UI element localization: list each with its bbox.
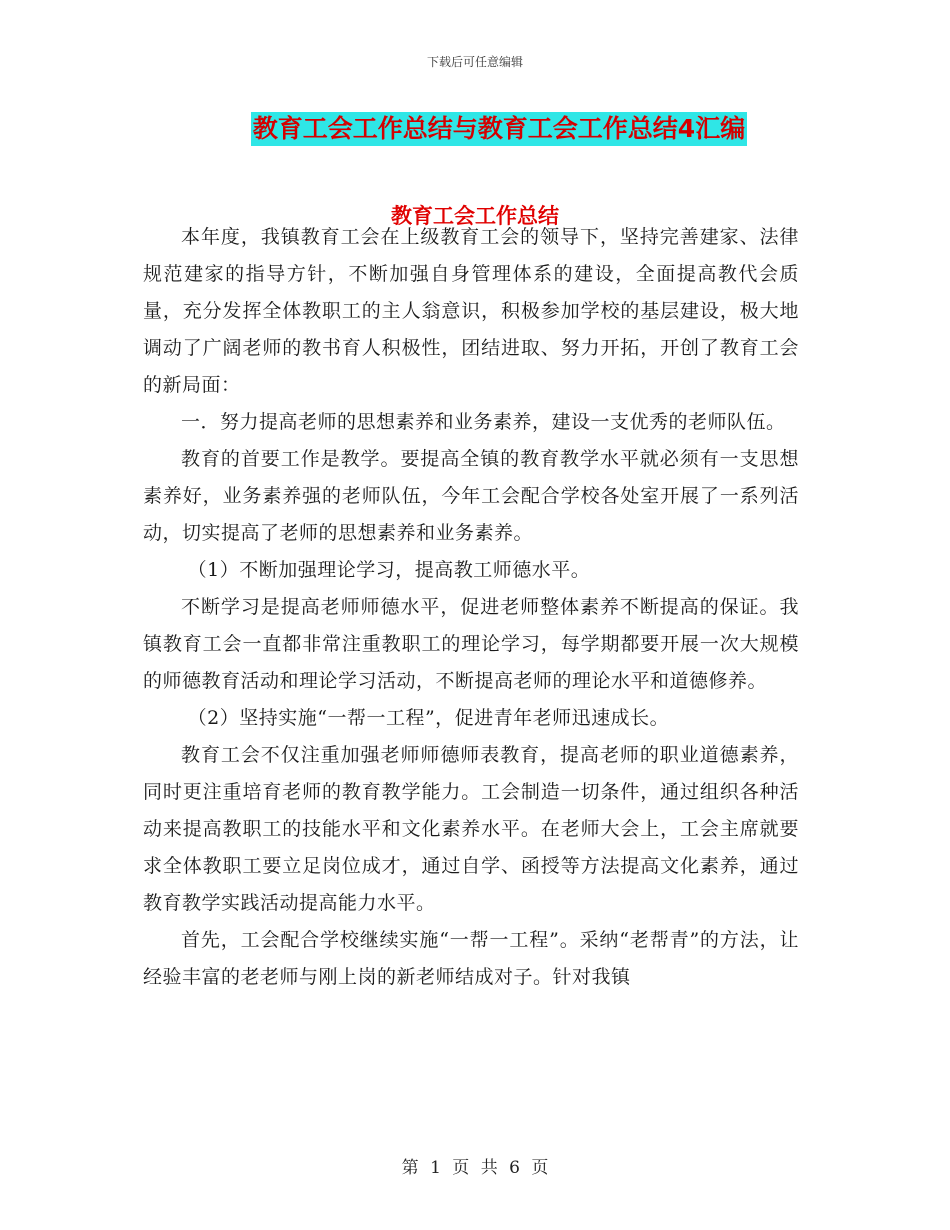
section-title: 教育工会工作总结	[391, 204, 559, 228]
page-footer: 第 1 页 共 6 页	[401, 1158, 549, 1178]
main-title-container	[0, 112, 950, 146]
paragraph: 不断学习是提高老师师德水平，促进老师整体素养不断提高的保证。我镇教育工会一直都非常注重教职工的理论学习，每学期都要开展一次大规模的师德教育活动和理论学习活动，不断提高老师的理论水平和道德修养。	[143, 596, 799, 692]
paragraph: 教育工会不仅注重加强老师师德师表教育，提高老师的职业道德素养，同时更注重培育老师的教育教学能力。工会制造一切条件，通过组织各种活动来提高教职工的技能水平和文化素养水平。在老师大会上，工会主席就要求全体教职工要立足岗位成才，通过自学、函授等方法提高文化素养，通过教育教学实践活动提高能力水平。	[143, 744, 799, 914]
paragraph: （1）不断加强理论学习，提高教工师德水平。	[187, 559, 591, 581]
paragraph: 首先，工会配合学校继续实施“一帮一工程”。采纳“老帮青”的方法，让经验丰富的老老师与刚上岗的新老师结成对子。针对我镇	[143, 929, 799, 988]
paragraph: 本年度，我镇教育工会在上级教育工会的领导下，坚持完善建家、法律规范建家的指导方针，不断加强自身管理体系的建设，全面提高教代会质量，充分发挥全体教职工的主人翁意识，积极参加学校的基层建设，极大地调动了广阔老师的教书育人积极性，团结进取、努力开拓，开创了教育工会的新局面：	[143, 226, 799, 396]
header-note: 下载后可任意编辑	[426, 55, 523, 69]
paragraph: （2）坚持实施“一帮一工程”，促进青年老师迅速成长。	[187, 707, 670, 729]
main-title: 教育工会工作总结与教育工会工作总结4汇编	[251, 112, 747, 146]
body-text	[143, 219, 799, 996]
paragraph: 教育的首要工作是教学。要提高全镇的教育教学水平就必须有一支思想素养好，业务素养强的老师队伍，今年工会配合学校各处室开展了一系列活动，切实提高了老师的思想素养和业务素养。	[143, 448, 799, 544]
paragraph: 一．努力提高老师的思想素养和业务素养，建设一支优秀的老师队伍。	[181, 411, 786, 433]
